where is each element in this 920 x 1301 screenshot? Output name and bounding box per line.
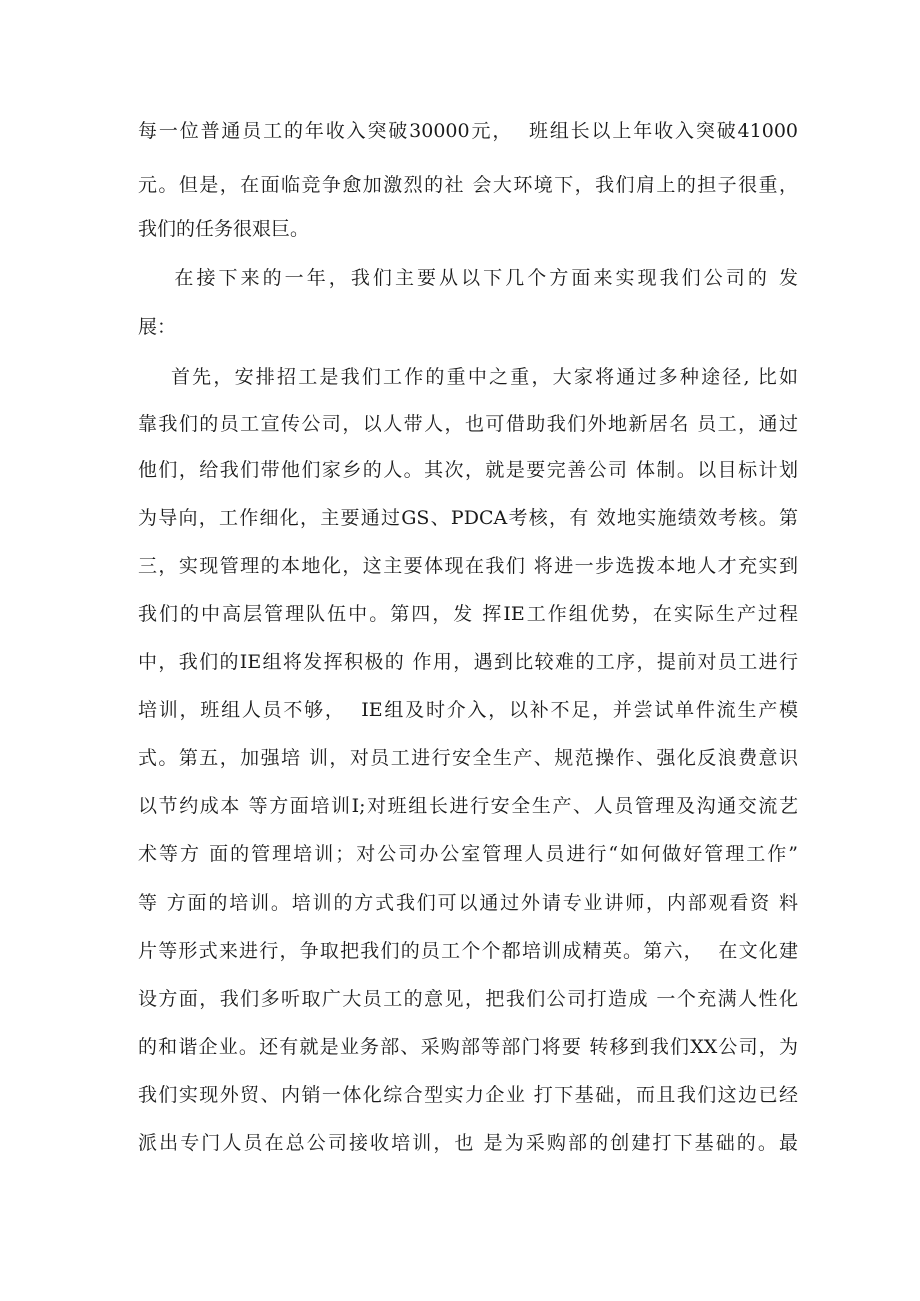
text-line: 元。但是，在面临竞争愈加激烈的社 会大环境下，我们肩上的担子很重，: [138, 174, 798, 196]
text-line: 在接下来的一年，我们主要从以下几个方面来实现我们公司的 发: [138, 267, 798, 289]
text-line: 我们的中高层管理队伍中。第四，发 挥IE工作组优势，在实际生产过程: [138, 603, 798, 625]
text-line: 设方面，我们多听取广大员工的意见，把我们公司打造成 一个充满人性化: [138, 988, 798, 1010]
text-line: 的和谐企业。还有就是业务部、采购部等部门将要 转移到我们XX公司，为: [138, 1036, 798, 1058]
text-line: 靠我们的员工宣传公司，以人带人，也可借助我们外地新居名 员工，通过: [138, 413, 798, 435]
text-line: 片等形式来进行，争取把我们的员工个个都培训成精英。第六， 在文化建: [138, 940, 798, 962]
text-line: 他们，给我们带他们家乡的人。其次，就是要完善公司 体制。以目标计划: [138, 459, 798, 481]
text-line: 每一位普通员工的年收入突破30000元， 班组长以上年收入突破41000: [138, 120, 798, 142]
text-line: 等 方面的培训。培训的方式我们可以通过外请专业讲师，内部观看资 料: [138, 892, 798, 914]
text-line: 中，我们的IE组将发挥积极的 作用，遇到比较难的工序，提前对员工进行: [138, 651, 798, 673]
text-line: 为导向，工作细化，主要通过GS、PDCA考核，有 效地实施绩效考核。第: [138, 507, 798, 529]
text-line: 以节约成本 等方面培训I;对班组长进行安全生产、人员管理及沟通交流艺: [138, 795, 798, 817]
text-line: 首先，安排招工是我们工作的重中之重，大家将通过多种途径, 比如: [138, 366, 798, 388]
text-line: 我们的任务很艰巨。: [138, 218, 310, 240]
text-line: 我们实现外贸、内销一体化综合型实力企业 打下基础，而且我们这边已经: [138, 1084, 798, 1106]
text-line: 派出专门人员在总公司接收培训，也 是为采购部的创建打下基础的。最: [138, 1132, 798, 1154]
text-line: 培训，班组人员不够， IE组及时介入，以补不足，并尝试单件流生产模: [138, 699, 798, 721]
text-line: 三，实现管理的本地化，这主要体现在我们 将进一步选拨本地人才充实到: [138, 555, 798, 577]
text-line: 式。第五，加强培 训，对员工进行安全生产、规范操作、强化反浪费意识: [138, 747, 798, 769]
text-line: 术等方 面的管理培训；对公司办公室管理人员进行“如何做好管理工作”: [138, 843, 798, 865]
text-line: 展：: [138, 316, 177, 338]
